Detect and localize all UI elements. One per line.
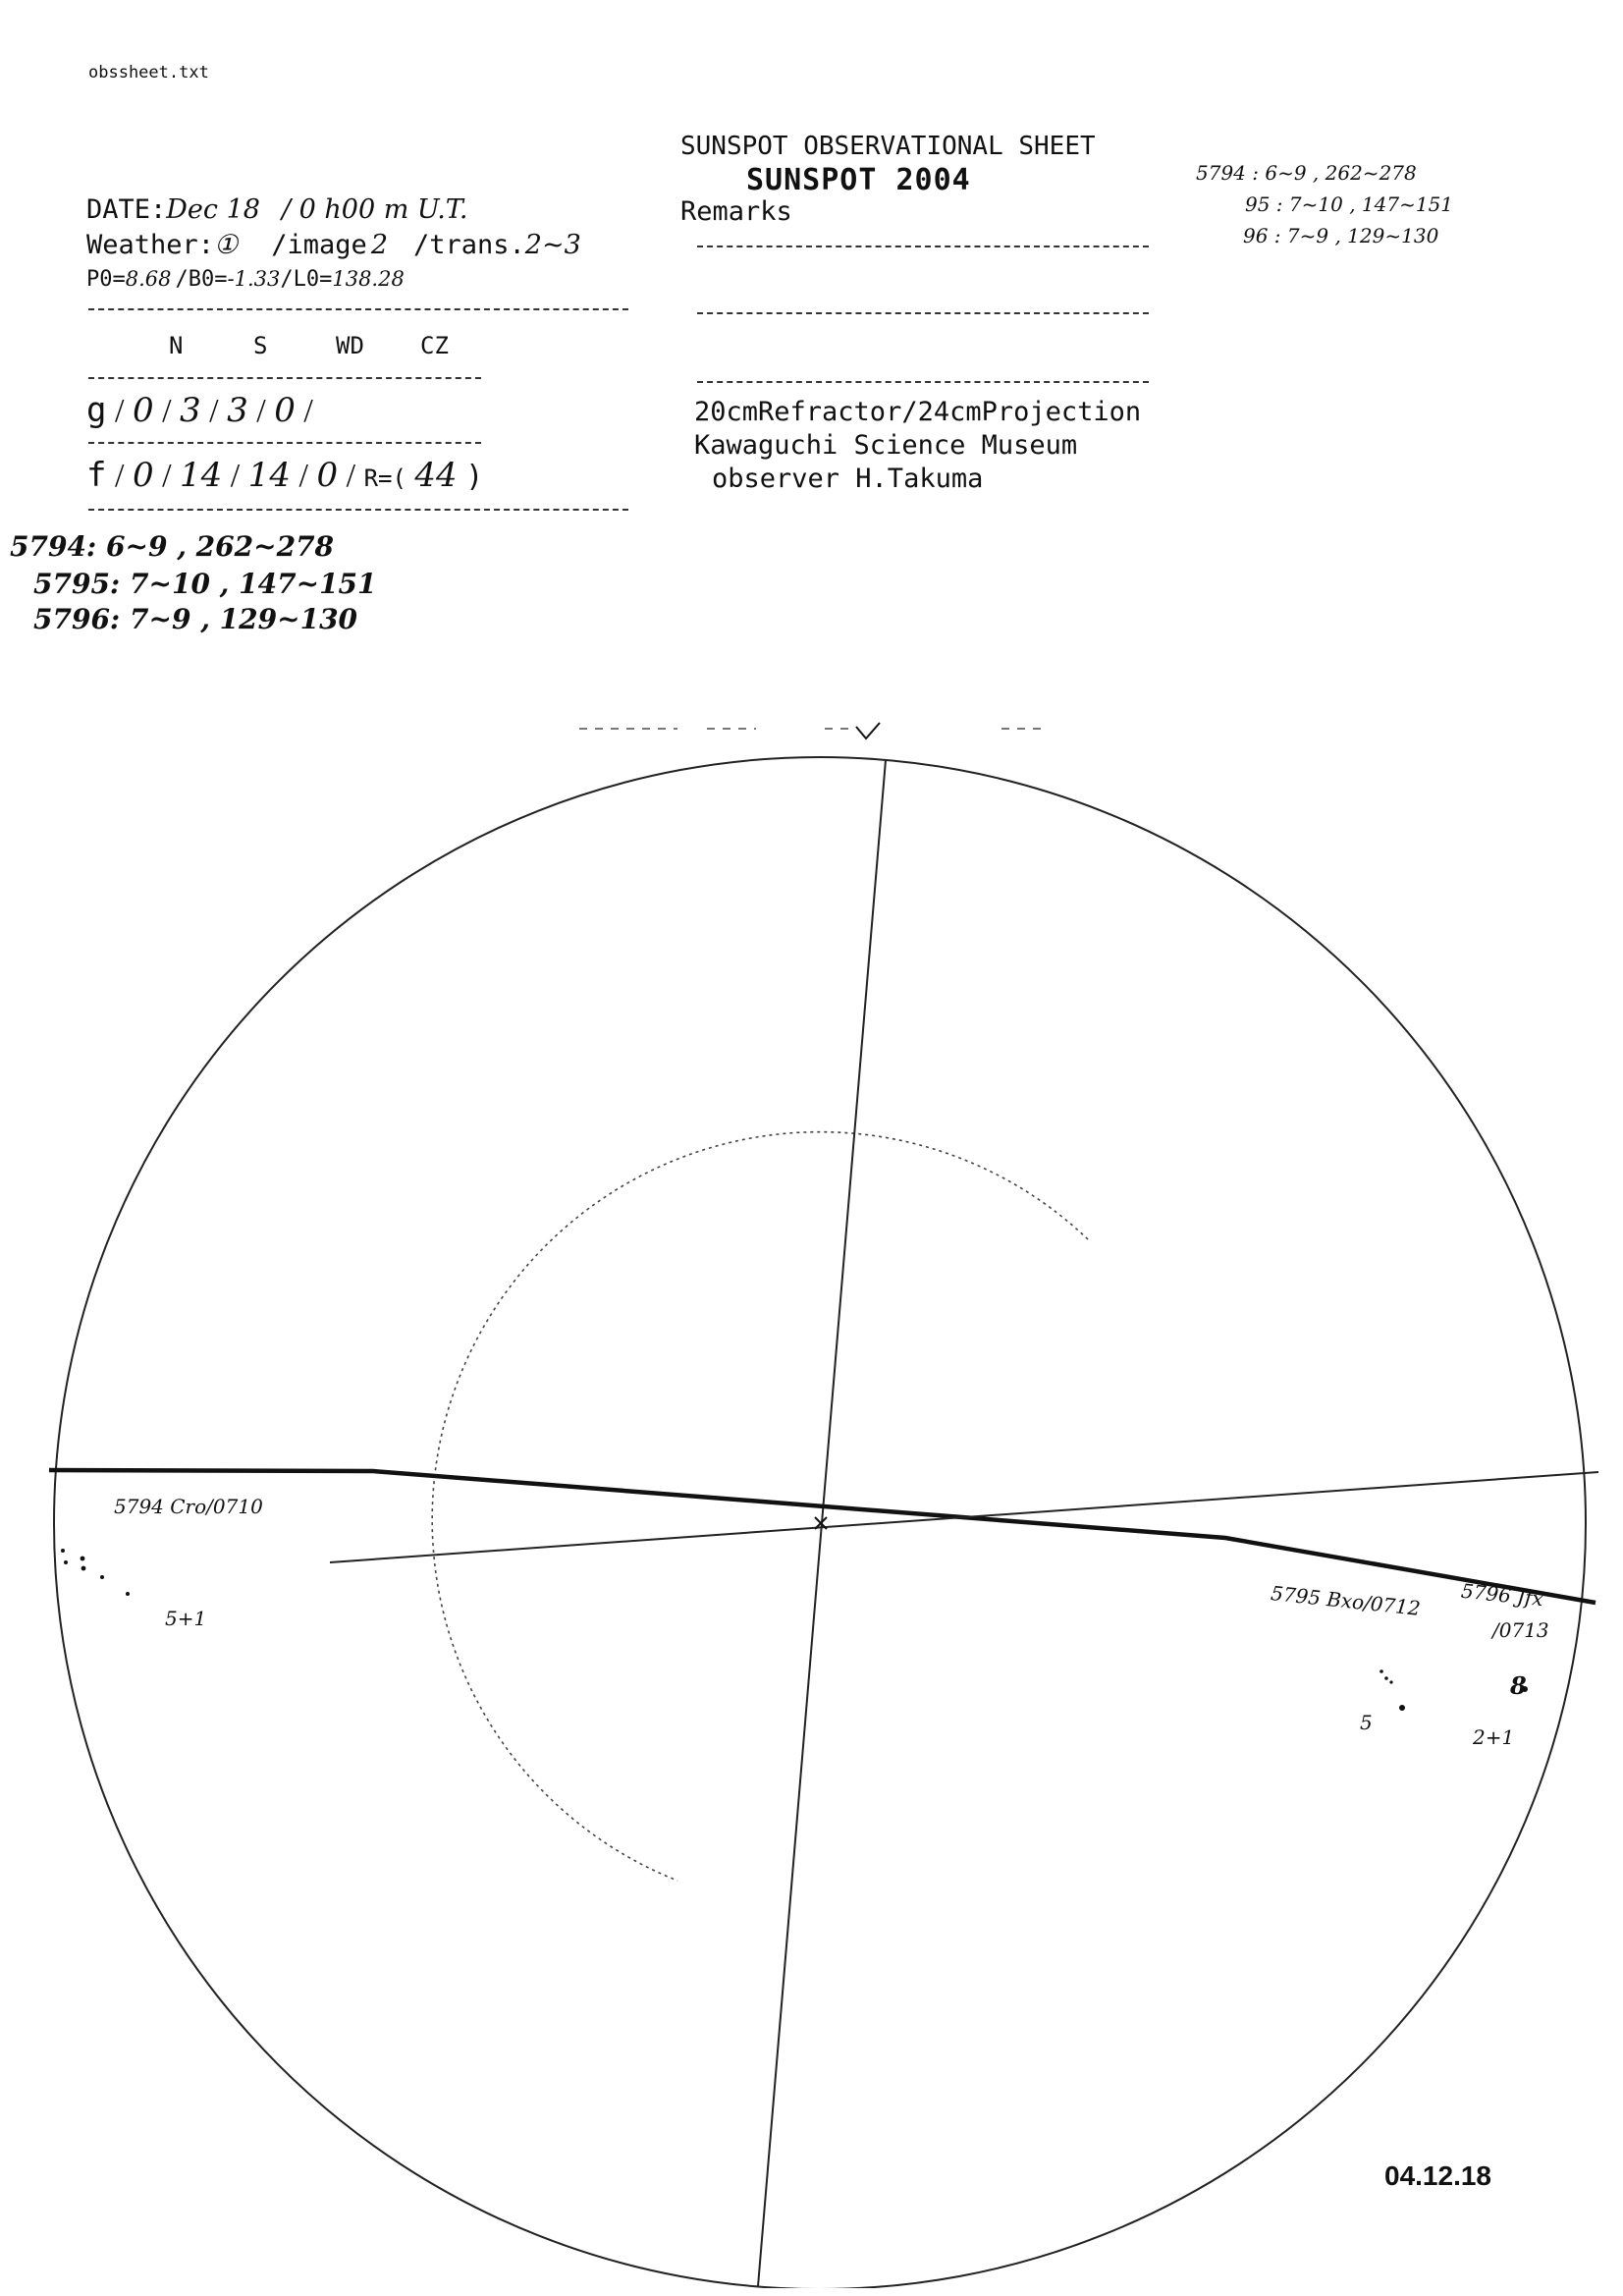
g-row-wd: 3 [227,391,248,430]
l0-value: 138.28 [332,267,405,291]
g-row-cz: 0 [274,391,296,430]
footer-date: 04.12.18 [1384,2160,1491,2191]
orientation-line [86,267,405,292]
spot-count-5794: 5+1 [165,1607,207,1630]
divider [88,308,628,310]
g-row-n: 0 [132,391,154,430]
group-id-5796: /0713 [1492,1618,1549,1642]
date-value: Dec 18 [166,194,260,225]
spot-count-5796: 8 [1510,1671,1527,1700]
observer: observer H.Takuma [712,464,984,494]
trans-label: /trans. [413,230,525,260]
b0-label: /B0= [175,267,228,292]
inner-reference-arc [432,1132,1088,1881]
file-name: obssheet.txt [88,63,209,82]
group-label-5796: 5796 Jfx [1459,1578,1544,1612]
g-row-label: g [86,391,107,430]
sunspot [61,1549,65,1553]
east-west-line [330,1472,1598,1562]
column-header-s: S [253,332,268,359]
spot-count-5796-extra: 2+1 [1473,1725,1515,1749]
sheet-subtitle: SUNSPOT 2004 [746,163,971,197]
divider [88,377,481,379]
sunspot [100,1575,104,1579]
group-label-5795: 5795 Bxo/0712 [1270,1581,1422,1620]
region-note: 5794: 6~9 , 262~278 [10,530,335,563]
f-row-label: f [86,456,107,495]
sunspot [1380,1669,1383,1673]
weather-line [86,230,581,260]
weather-value: ① [214,230,239,260]
group-label-5794: 5794 Cro/0710 [114,1495,263,1518]
p0-value: 8.68 [125,267,172,291]
divider [88,509,628,511]
column-header-n: N [169,332,184,359]
sheet-title: SUNSPOT OBSERVATIONAL SHEET [680,132,1096,161]
image-value: 2 [370,230,388,260]
trans-value: 2~3 [524,230,581,260]
instrument-site: Kawaguchi Science Museum [694,430,1078,461]
sunspot [81,1566,86,1571]
r-close: ) [465,460,484,494]
remarks-label: Remarks [680,196,792,227]
sunspot [64,1560,68,1564]
remarks-line [697,312,1149,314]
region-note-topright: 96 : 7~9 , 129~130 [1243,224,1439,247]
spot-count-5795: 5 [1360,1711,1373,1734]
region-note: 5796: 7~9 , 129~130 [33,603,358,635]
f-row-cz: 0 [316,456,339,495]
f-row-wd: 14 [247,456,292,495]
sunspot [81,1557,85,1561]
f-row-s: 14 [180,456,223,495]
weather-label: Weather: [86,230,215,260]
region-note-topright: 5794 : 6~9 , 262~278 [1196,161,1417,185]
r-label: R=( [363,465,406,492]
date-line [86,194,467,225]
sunspot [1384,1676,1388,1680]
f-row-n: 0 [132,456,154,495]
date-label: DATE: [86,194,167,225]
region-note-topright: 95 : 7~10 , 147~151 [1245,192,1454,216]
b0-value: -1.33 [227,267,281,291]
sunspot [126,1592,130,1596]
time-value: / 0 h00 m U.T. [281,194,468,225]
sunspot [1389,1680,1392,1683]
instrument-telescope: 20cmRefractor/24cmProjection [694,397,1142,427]
divider [88,442,481,444]
sunspot [1399,1705,1405,1711]
r-value: 44 [414,456,458,495]
l0-label: /L0= [280,267,333,292]
remarks-line [697,246,1149,247]
p0-label: P0= [86,267,126,292]
g-row: g / 0 / 3 / 3 / 0 / [86,391,313,430]
solar-equator-line [49,1470,1596,1603]
image-label: /image [271,230,367,260]
column-header-cz: CZ [420,332,449,359]
f-row: f / 0 / 14 / 14 / 0 / R=( 44 ) [86,456,484,495]
region-note: 5795: 7~10 , 147~151 [33,568,377,600]
g-row-s: 3 [180,391,201,430]
remarks-line [697,381,1149,383]
column-header-wd: WD [336,332,364,359]
